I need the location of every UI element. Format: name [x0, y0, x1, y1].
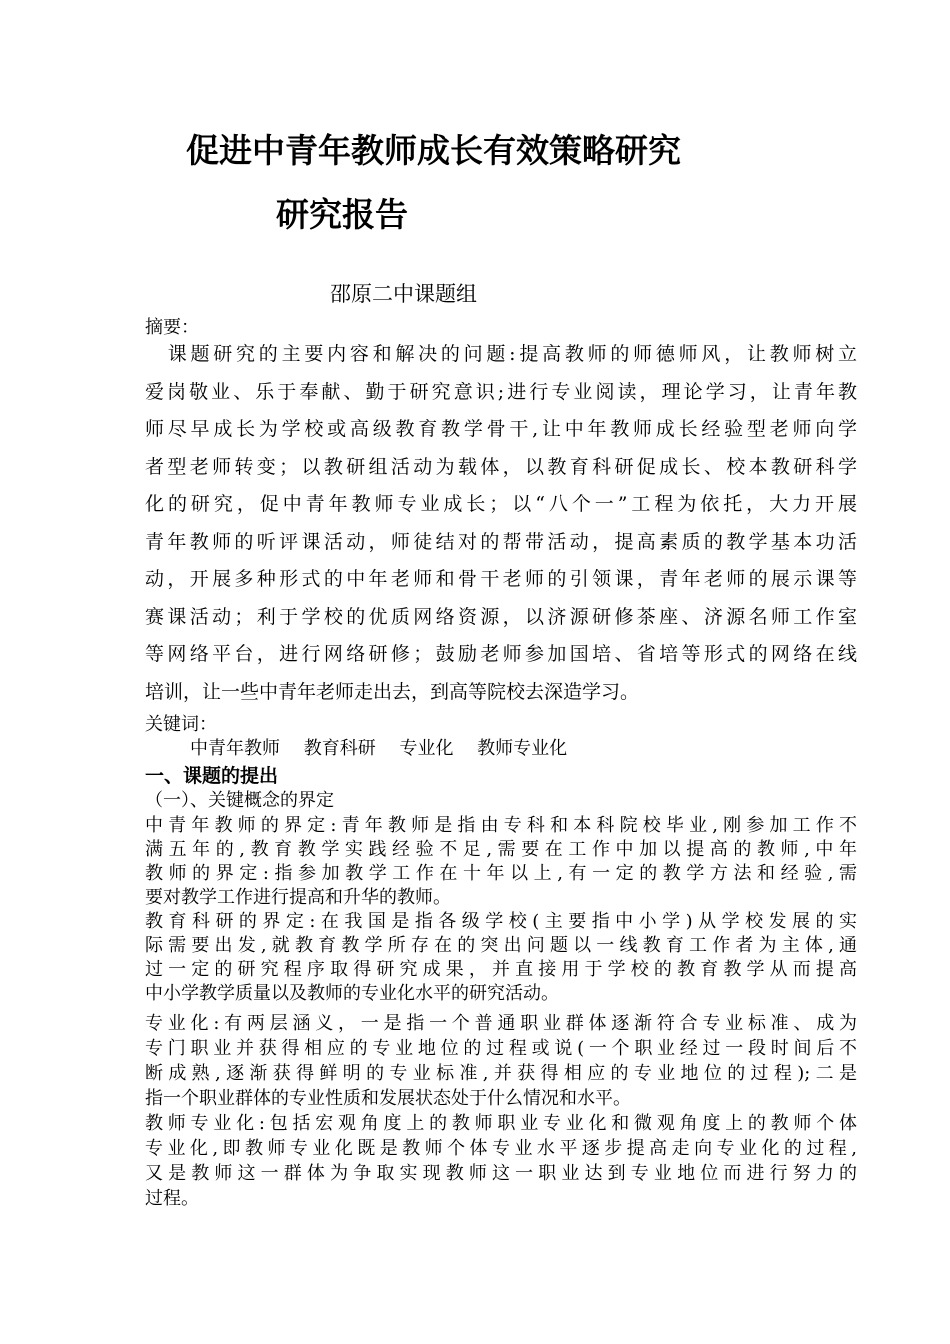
body-line: 专业化,即教师专业化既是教师个体专业水平逐步提高走向专业化的过程,: [145, 1138, 857, 1159]
body-line: 教师专业化:包括宏观角度上的教师职业专业化和微观角度上的教师个体: [145, 1113, 857, 1134]
section-heading: 一、课题的提出: [145, 765, 279, 787]
document-title: 促进中青年教师成长有效策略研究: [186, 131, 681, 170]
keywords-list: 中青年教师 教育科研 专业化 教师专业化: [190, 738, 568, 759]
subsection-heading: （一）、关键概念的界定: [145, 790, 334, 811]
author-group: 邵原二中课题组: [330, 282, 477, 306]
keywords-label: 关键词：: [145, 714, 217, 735]
body-line: 中青年教师的界定:青年教师是指由专科和本科院校毕业,刚参加工作不: [145, 815, 857, 836]
abstract-line: 培训，让一些中青年老师走出去，到高等院校去深造学习。: [145, 681, 640, 703]
body-line: 又是教师这一群体为争取实现教师这一职业达到专业地位而进行努力的: [145, 1163, 857, 1184]
body-line: 中小学教学质量以及教师的专业化水平的研究活动。: [145, 983, 559, 1004]
body-line: 满五年的,教育教学实践经验不足,需要在工作中加以提高的教师,中年: [145, 839, 857, 860]
abstract-line: 赛课活动；利于学校的优质网络资源，以济源研修茶座、济源名师工作室: [145, 606, 857, 628]
body-line: 指一个职业群体的专业性质和发展状态处于什么情况和水平。: [145, 1088, 631, 1109]
body-line: 断成熟,逐渐获得鲜明的专业标准,并获得相应的专业地位的过程);二是: [145, 1063, 857, 1084]
body-line: 过一定的研究程序取得研究成果，并直接用于学校的教育教学从而提高: [145, 959, 857, 980]
abstract-line: 等网络平台，进行网络研修；鼓励老师参加国培、省培等形式的网络在线: [145, 643, 857, 665]
abstract-line: 青年教师的听评课活动，师徒结对的帮带活动，提高素质的教学基本功活: [145, 531, 857, 553]
abstract-line: 者型老师转变；以教研组活动为载体，以教育科研促成长、校本教研科学: [145, 456, 857, 478]
abstract-label: 摘要：: [145, 317, 199, 338]
body-line: 专门职业并获得相应的专业地位的过程或说(一个职业经过一段时间后不: [145, 1038, 857, 1059]
body-line: 要对教学工作进行提高和升华的教师。: [145, 887, 451, 908]
body-line: 过程。: [145, 1188, 199, 1209]
abstract-line: 动，开展多种形式的中年老师和骨干老师的引领课，青年老师的展示课等: [145, 568, 857, 590]
document-subtitle: 研究报告: [276, 195, 408, 234]
body-line: 专业化:有两层涵义，一是指一个普通职业群体逐渐符合专业标准、成为: [145, 1013, 857, 1034]
body-line: 教育科研的界定:在我国是指各级学校(主要指中小学)从学校发展的实: [145, 911, 857, 932]
abstract-line: 师尽早成长为学校或高级教育教学骨干,让中年教师成长经验型老师向学: [145, 418, 857, 440]
abstract-line: 爱岗敬业、乐于奉献、勤于研究意识;进行专业阅读，理论学习，让青年教: [145, 381, 857, 403]
abstract-line: 课题研究的主要内容和解决的问题:提高教师的师德师风，让教师树立: [145, 343, 857, 365]
body-line: 际需要出发,就教育教学所存在的突出问题以一线教育工作者为主体,通: [145, 935, 857, 956]
body-line: 教师的界定:指参加教学工作在十年以上,有一定的教学方法和经验,需: [145, 863, 857, 884]
abstract-line: 化的研究，促中青年教师专业成长；以“八个一”工程为依托，大力开展: [145, 493, 857, 515]
